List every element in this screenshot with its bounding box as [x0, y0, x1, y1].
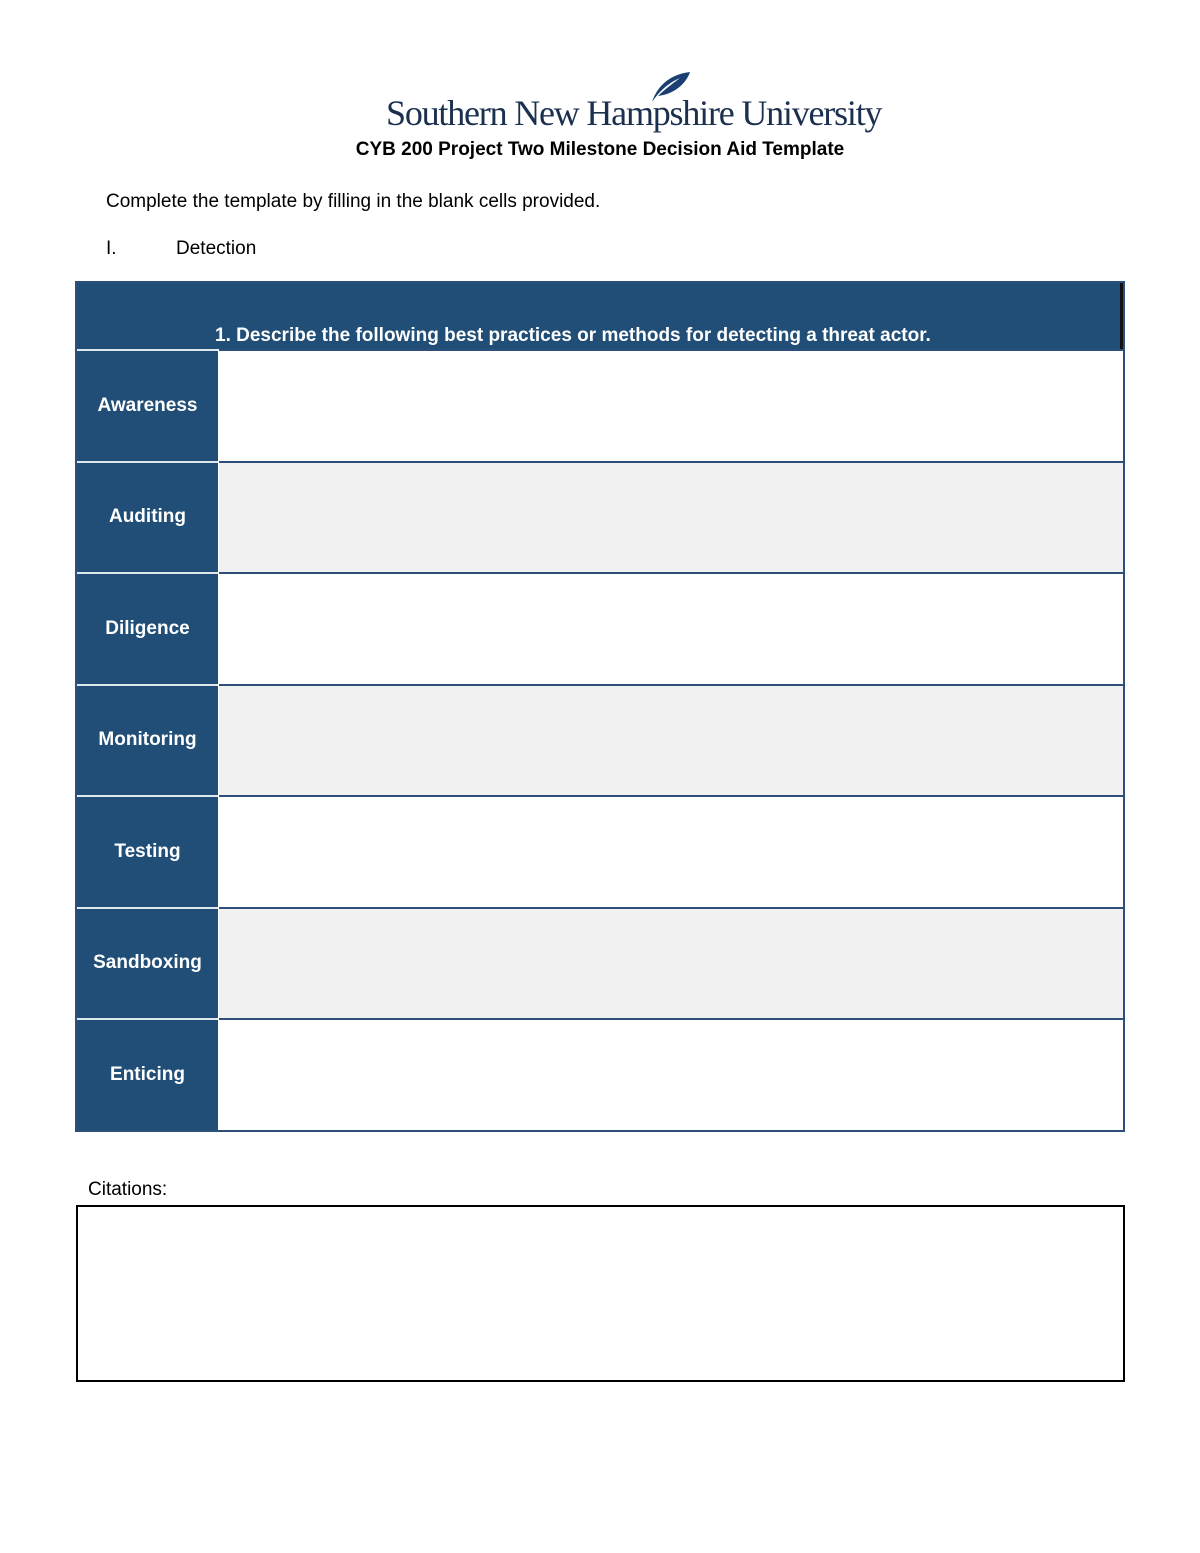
logo-wordmark: Southern New Hampshire University	[386, 93, 882, 133]
row-label-testing: Testing	[77, 795, 218, 907]
table-row-testing	[77, 795, 1123, 907]
row-label-auditing: Auditing	[77, 461, 218, 573]
table-row-enticing	[77, 1018, 1123, 1130]
row-label-diligence: Diligence	[77, 572, 218, 684]
row-label-monitoring: Monitoring	[77, 684, 218, 796]
citations-input-box[interactable]	[76, 1205, 1125, 1382]
detection-table	[75, 281, 1125, 1132]
row-label-sandboxing: Sandboxing	[77, 907, 218, 1019]
row-label-enticing: Enticing	[77, 1018, 218, 1130]
table-row-auditing	[77, 461, 1123, 573]
document-title: CYB 200 Project Two Milestone Decision Aid Template	[355, 139, 845, 160]
section-title: Detection	[176, 238, 257, 259]
citations-label: Citations:	[88, 1179, 168, 1200]
enticing-input-cell[interactable]	[219, 1018, 1123, 1130]
row-label-awareness: Awareness	[77, 349, 218, 461]
table-row-monitoring	[77, 684, 1123, 796]
instructions-text: Complete the template by filling in the blank cells provided.	[106, 191, 601, 212]
awareness-input-cell[interactable]	[219, 349, 1123, 461]
table-row-sandboxing	[77, 907, 1123, 1019]
testing-input-cell[interactable]	[219, 795, 1123, 907]
section-number: I.	[106, 238, 117, 259]
leaf-icon	[648, 70, 692, 104]
sandboxing-input-cell[interactable]	[219, 907, 1123, 1019]
university-logo	[386, 86, 882, 136]
auditing-input-cell[interactable]	[219, 461, 1123, 573]
table-row-awareness	[77, 349, 1123, 461]
table-header	[77, 283, 1123, 349]
table-question: 1. Describe the following best practices or methods for detecting a threat actor.	[215, 325, 931, 346]
diligence-input-cell[interactable]	[219, 572, 1123, 684]
table-row-diligence	[77, 572, 1123, 684]
monitoring-input-cell[interactable]	[219, 684, 1123, 796]
